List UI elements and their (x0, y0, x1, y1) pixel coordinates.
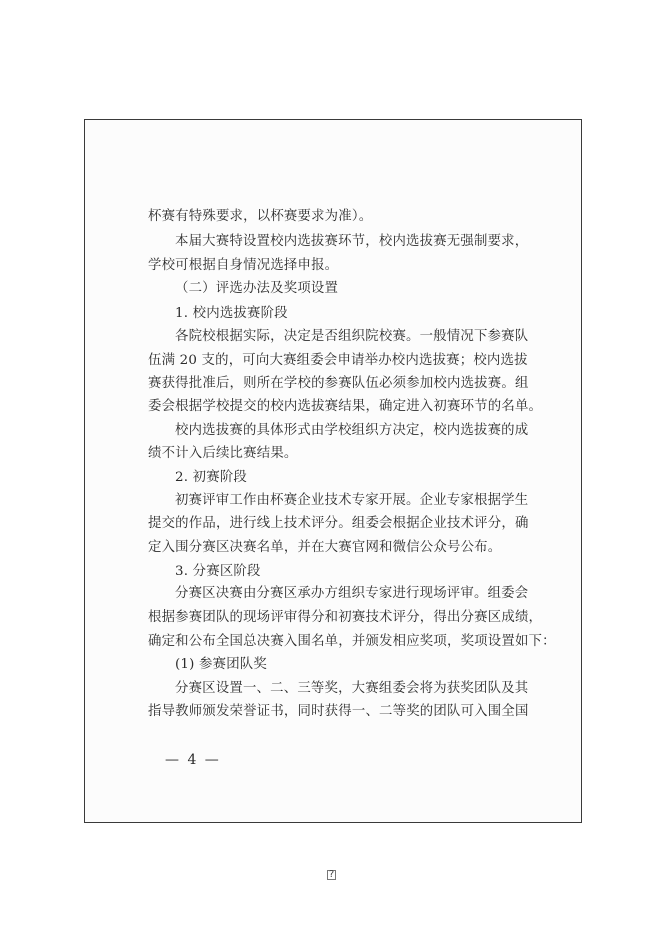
text-line: 绩不计入后续比赛结果。 (148, 446, 298, 461)
text-line: 伍满 20 支的，可向大赛组委会申请举办校内选拔赛；校内选拔 (148, 353, 528, 368)
text-line: 定入围分赛区决赛名单，并在大赛官网和微信公众号公布。 (148, 540, 502, 555)
item-heading: (1) 参赛团队奖 (175, 657, 267, 672)
subsection-heading: 3. 分赛区阶段 (175, 564, 261, 579)
section-heading: （二）评选办法及奖项设置 (175, 281, 339, 296)
text-line: 分赛区设置一、二、三等奖，大赛组委会将为获奖团队及其 (175, 681, 529, 696)
text-line: 各院校根据实际，决定是否组织院校赛。一般情况下参赛队 (175, 329, 529, 344)
text-line: 指导教师颁发荣誉证书，同时获得一、二等奖的团队可入围全国 (148, 704, 529, 719)
text-line: 根据参赛团队的现场评审得分和初赛技术评分，得出分赛区成绩， (148, 610, 543, 625)
text-line: 本届大赛特设置校内选拔赛环节，校内选拔赛无强制要求， (175, 234, 529, 249)
bottom-glyph: ? (328, 869, 335, 880)
text-line: 杯赛有特殊要求，以杯赛要求为准）。 (148, 209, 373, 224)
text-line: 赛获得批准后，则所在学校的参赛队伍必须参加校内选拔赛。组 (148, 376, 529, 391)
text-line: 初赛评审工作由杯赛企业技术专家开展。企业专家根据学生 (175, 493, 529, 508)
text-line: 分赛区决赛由分赛区承办方组织专家进行现场评审。组委会 (175, 586, 529, 601)
page-number: — 4 — (165, 752, 221, 768)
text-line: 校内选拔赛的具体形式由学校组织方决定，校内选拔赛的成 (175, 423, 529, 438)
text-line: 委会根据学校提交的校内选拔赛结果，确定进入初赛环节的名单。 (148, 399, 543, 414)
subsection-heading: 1. 校内选拔赛阶段 (175, 306, 288, 321)
text-line: 提交的作品，进行线上技术评分。组委会根据企业技术评分，确 (148, 516, 529, 531)
subsection-heading: 2. 初赛阶段 (175, 470, 247, 485)
text-line: 学校可根据自身情况选择申报。 (148, 258, 339, 273)
text-line: 确定和公布全国总决赛入围名单，并颁发相应奖项，奖项设置如下： (148, 634, 556, 649)
